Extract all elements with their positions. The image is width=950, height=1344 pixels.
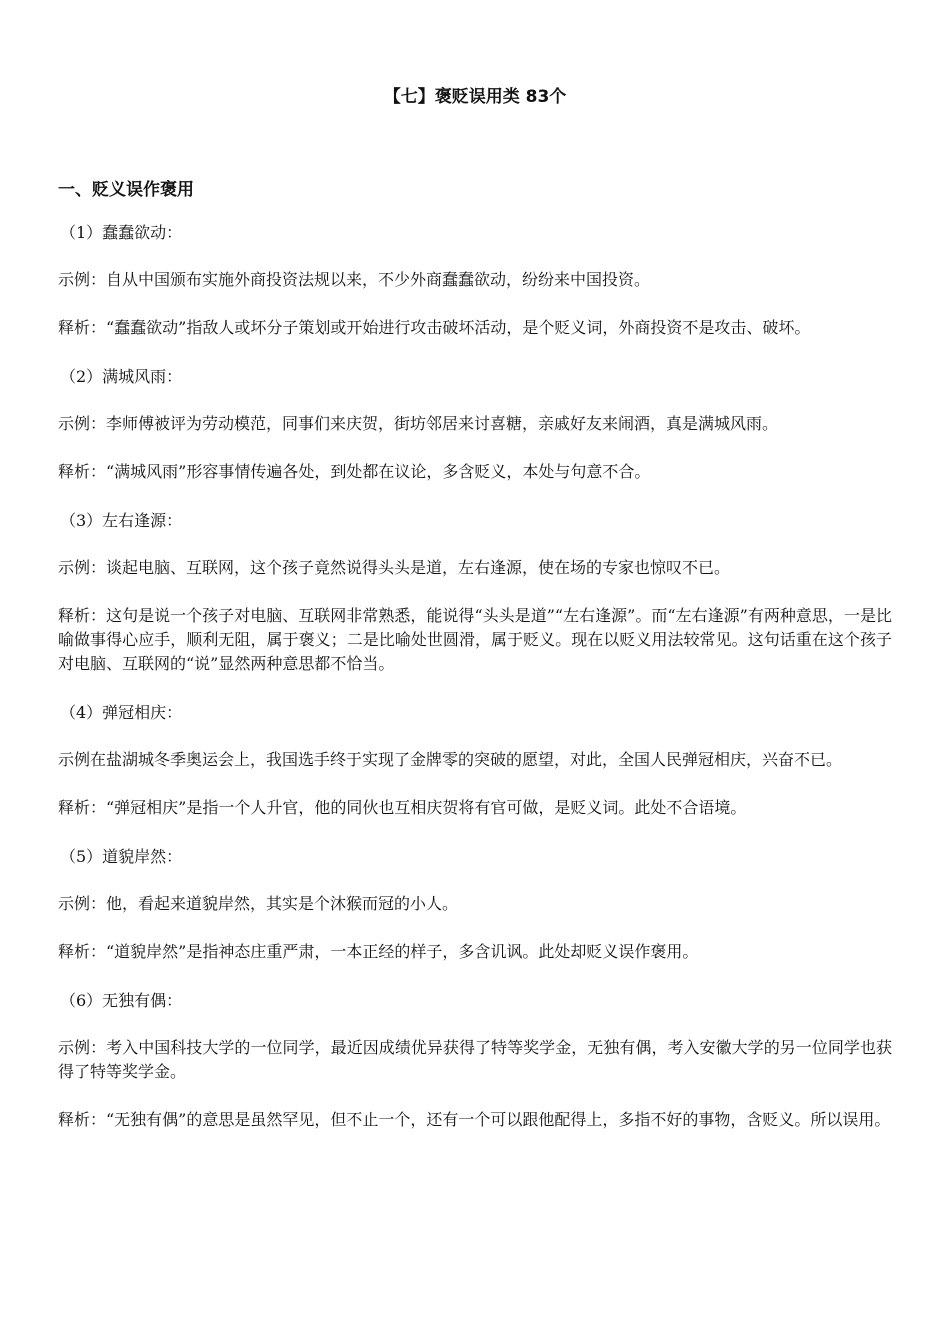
entry-example: 示例在盐湖城冬季奥运会上，我国选手终于实现了金牌零的突破的愿望，对此，全国人民弹冠相庆，兴奋不已。 — [58, 750, 843, 769]
entry-example: 示例：谈起电脑、互联网，这个孩子竟然说得头头是道，左右逢源，使在场的专家也惊叹不已。 — [58, 558, 731, 577]
entry-example: 示例：考入中国科技大学的一位同学，最近因成绩优异获得了特等奖学金，无独有偶，考入安徽大学的另一位同学也获得了特等奖学金。 — [58, 1038, 892, 1081]
entry — [58, 364, 892, 484]
entry-analysis: 释析：这句是说一个孩子对电脑、互联网非常熟悉，能说得“头头是道”“左右逢源”。而“左右逢源”有两种意思，一是比喻做事得心应手，顺利无阻，属于褒义；二是比喻处世圆滑，属于贬义。现在以贬义用法较常见。这句话重在这个孩子对电脑、互联网的“说”显然两种意思都不恰当。 — [58, 606, 892, 673]
entry-term: （5）道貌岸然： — [60, 847, 183, 866]
entry-analysis: 释析：“无独有偶”的意思是虽然罕见，但不止一个，还有一个可以跟他配得上，多指不好的事物，含贬义。所以误用。 — [58, 1110, 891, 1129]
entry-term: （2）满城风雨： — [60, 367, 183, 386]
entry-analysis: 释析：“弹冠相庆”是指一个人升官，他的同伙也互相庆贺将有官可做，是贬义词。此处不合语境。 — [58, 798, 747, 817]
entry-analysis: 释析：“蠢蠢欲动”指敌人或坏分子策划或开始进行攻击破坏活动，是个贬义词，外商投资不是攻击、破坏。 — [58, 318, 811, 337]
section-heading: 一、贬义误作褒用 — [58, 180, 194, 200]
entry-term: （6）无独有偶： — [60, 991, 183, 1010]
entry — [58, 844, 892, 964]
entry-example: 示例：他，看起来道貌岸然，其实是个沐猴而冠的小人。 — [58, 894, 459, 913]
entry — [58, 220, 892, 340]
document-title: 【七】褒贬误用类 83个 — [383, 87, 567, 107]
entry — [58, 508, 892, 676]
entry-term: （3）左右逢源： — [60, 511, 183, 530]
entry-example: 示例：自从中国颁布实施外商投资法规以来，不少外商蠢蠢欲动，纷纷来中国投资。 — [58, 270, 651, 289]
entry-analysis: 释析：“满城风雨”形容事情传遍各处，到处都在议论，多含贬义，本处与句意不合。 — [58, 462, 651, 481]
entry-term: （1）蠢蠢欲动： — [60, 223, 183, 242]
entry-list — [58, 220, 892, 1132]
entry-analysis: 释析：“道貌岸然”是指神态庄重严肃，一本正经的样子，多含讥讽。此处却贬义误作褒用。 — [58, 942, 699, 961]
entry-example: 示例：李师傅被评为劳动模范，同事们来庆贺，街坊邻居来讨喜糖，亲戚好友来闹酒，真是满城风雨。 — [58, 414, 779, 433]
entry-term: （4）弹冠相庆： — [60, 703, 183, 722]
entry — [58, 700, 892, 820]
entry — [58, 988, 892, 1132]
